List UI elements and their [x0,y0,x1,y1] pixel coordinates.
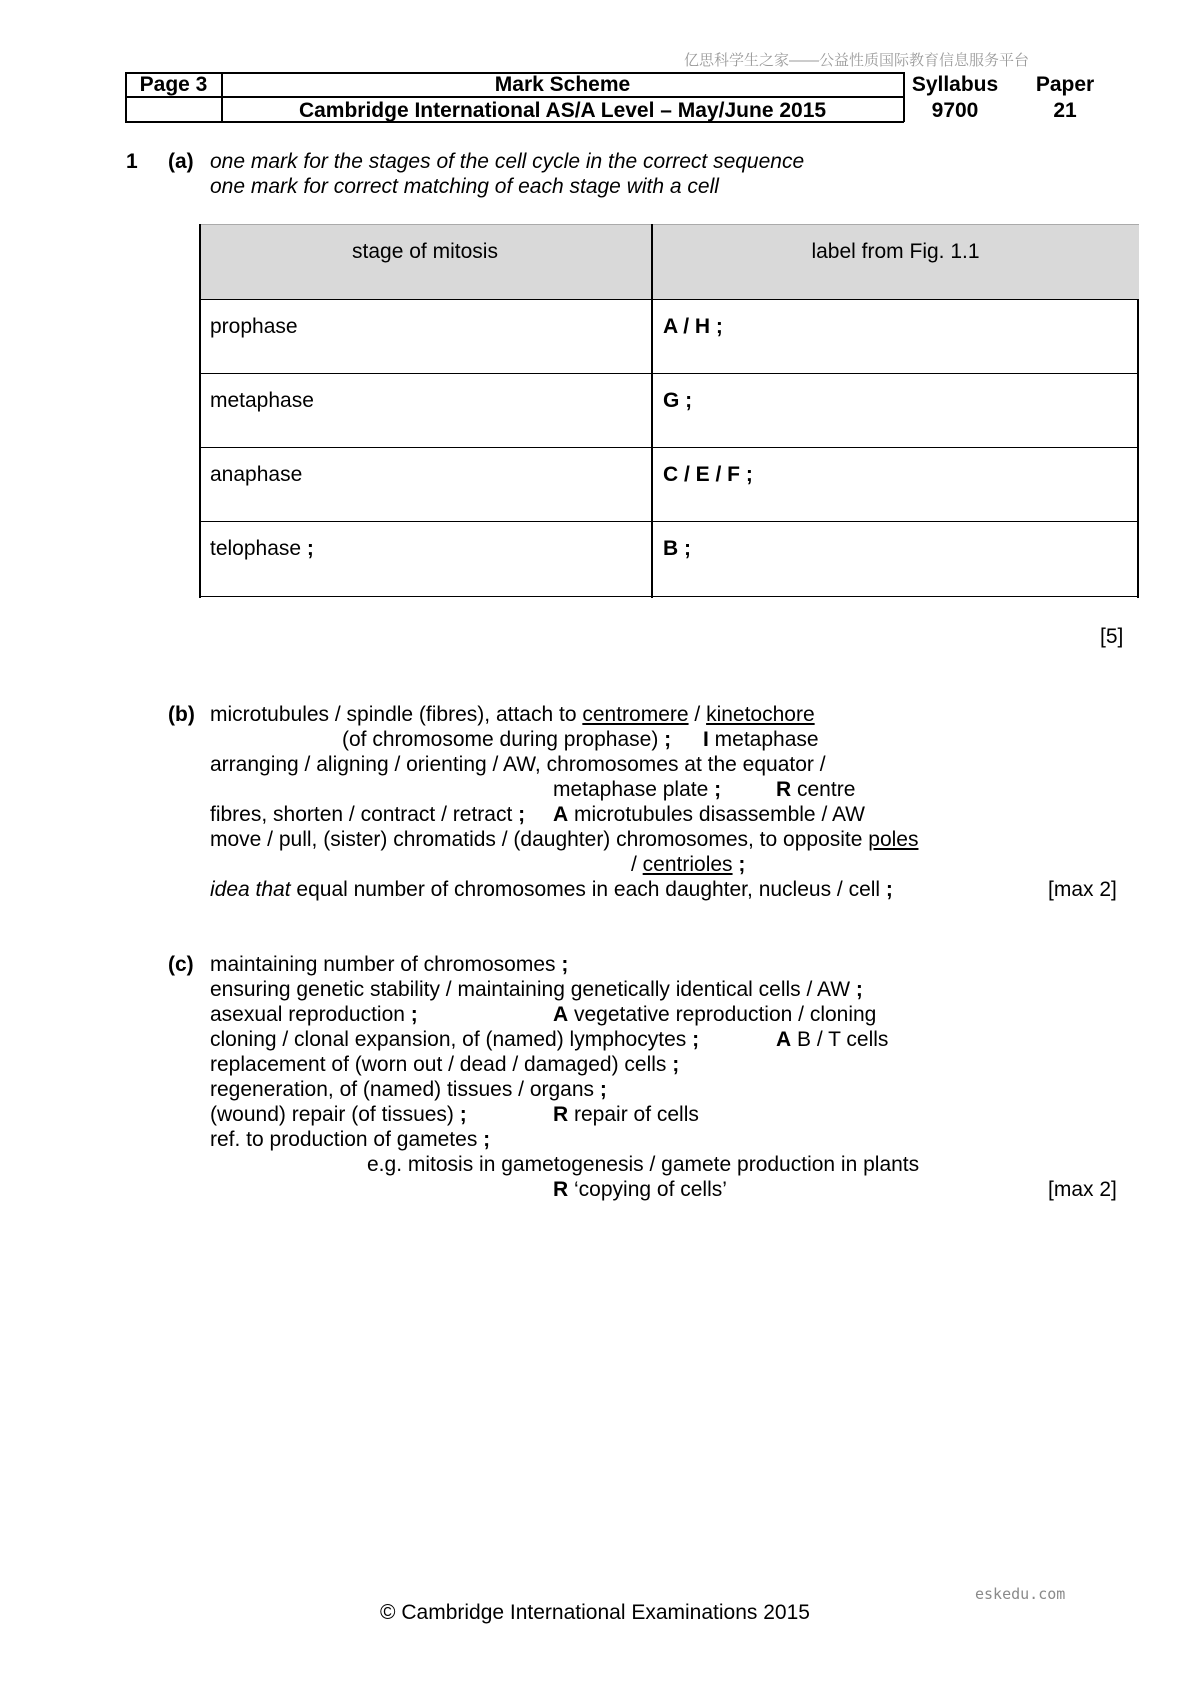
part-c-line-9: e.g. mitosis in gametogenesis / gamete production in plants [367,1153,920,1176]
header-page: Page 3 [139,73,208,96]
header-subtitle: Cambridge International AS/A Level – May/June 2015 [298,99,827,122]
header-paper-label: Paper [1035,73,1095,96]
header-title: Mark Scheme [494,73,631,96]
part-c-line-10: R ‘copying of cells’ [553,1178,727,1201]
part-c-line-1: maintaining number of chromosomes ; [210,953,569,976]
header-syllabus-value: 9700 [931,99,979,122]
part-a-label: (a) [168,150,194,173]
part-c-line-2: ensuring genetic stability / maintaining genetically identical cells / AW ; [210,978,863,1001]
part-b-line-3: arranging / aligning / orienting / AW, chromosomes at the equator / [210,753,826,776]
part-c-line-4: cloning / clonal expansion, of (named) lymphocytes ; [210,1028,700,1051]
table-header-stage: stage of mitosis [352,240,498,263]
watermark-top: 亿思科学生之家——公益性质国际教育信息服务平台 [684,52,1030,69]
stage-cell: metaphase [210,389,314,412]
part-b-line-8: idea that equal number of chromosomes in each daughter, nucleus / cell ; [210,878,893,901]
part-b-line-6: move / pull, (sister) chromatids / (daughter) chromosomes, to opposite poles [210,828,919,851]
part-c-marks: [max 2] [1048,1178,1117,1201]
part-b-marks: [max 2] [1048,878,1117,901]
watermark-bottom: eskedu.com [975,1585,1066,1603]
part-b-line-2: (of chromosome during prophase) ; [342,728,672,751]
part-a-instruction-2: one mark for correct matching of each stage with a cell [210,175,719,198]
header-syllabus-label: Syllabus [911,73,999,96]
table-header-row [199,224,1139,299]
part-b-label: (b) [168,703,195,726]
question-number: 1 [126,150,138,173]
footer-copyright: © Cambridge International Examinations 2015 [380,1601,810,1624]
part-c-line-5: replacement of (worn out / dead / damaged) cells ; [210,1053,680,1076]
label-cell: B ; [663,537,691,560]
part-a-instruction-1: one mark for the stages of the cell cycle in the correct sequence [210,150,805,173]
label-cell: C / E / F ; [663,463,753,486]
part-b-line-5-note: A microtubules disassemble / AW [553,803,866,826]
part-a-marks: [5] [1100,625,1124,648]
part-b-line-4: metaphase plate ; [553,778,722,801]
stage-cell: telophase ; [210,537,314,560]
stage-cell: prophase [210,315,298,338]
mitosis-table [199,224,1139,598]
label-cell: A / H ; [663,315,723,338]
table-row [199,447,1139,522]
table-header-label: label from Fig. 1.1 [811,240,980,263]
table-row [199,521,1139,597]
part-c-label: (c) [168,953,194,976]
part-b-line-5: fibres, shorten / contract / retract ; [210,803,526,826]
header-paper-value: 21 [1053,99,1077,122]
table-row [199,373,1139,448]
part-b-line-7: / centrioles ; [631,853,746,876]
part-c-line-7-note: R repair of cells [553,1103,699,1126]
label-cell: G ; [663,389,693,412]
part-c-line-3-note: A vegetative reproduction / cloning [553,1003,877,1026]
table-row [199,299,1139,374]
part-c-line-7: (wound) repair (of tissues) ; [210,1103,467,1126]
part-c-line-8: ref. to production of gametes ; [210,1128,491,1151]
part-c-line-6: regeneration, of (named) tissues / organs ; [210,1078,607,1101]
part-c-line-4-note: A B / T cells [776,1028,889,1051]
part-b-line-4-note: R centre [776,778,856,801]
part-b-line-2-note: I metaphase [703,728,819,751]
stage-cell: anaphase [210,463,303,486]
part-c-line-3: asexual reproduction ; [210,1003,418,1026]
part-b-line-1: microtubules / spindle (fibres), attach to centromere / kinetochore [210,703,815,726]
